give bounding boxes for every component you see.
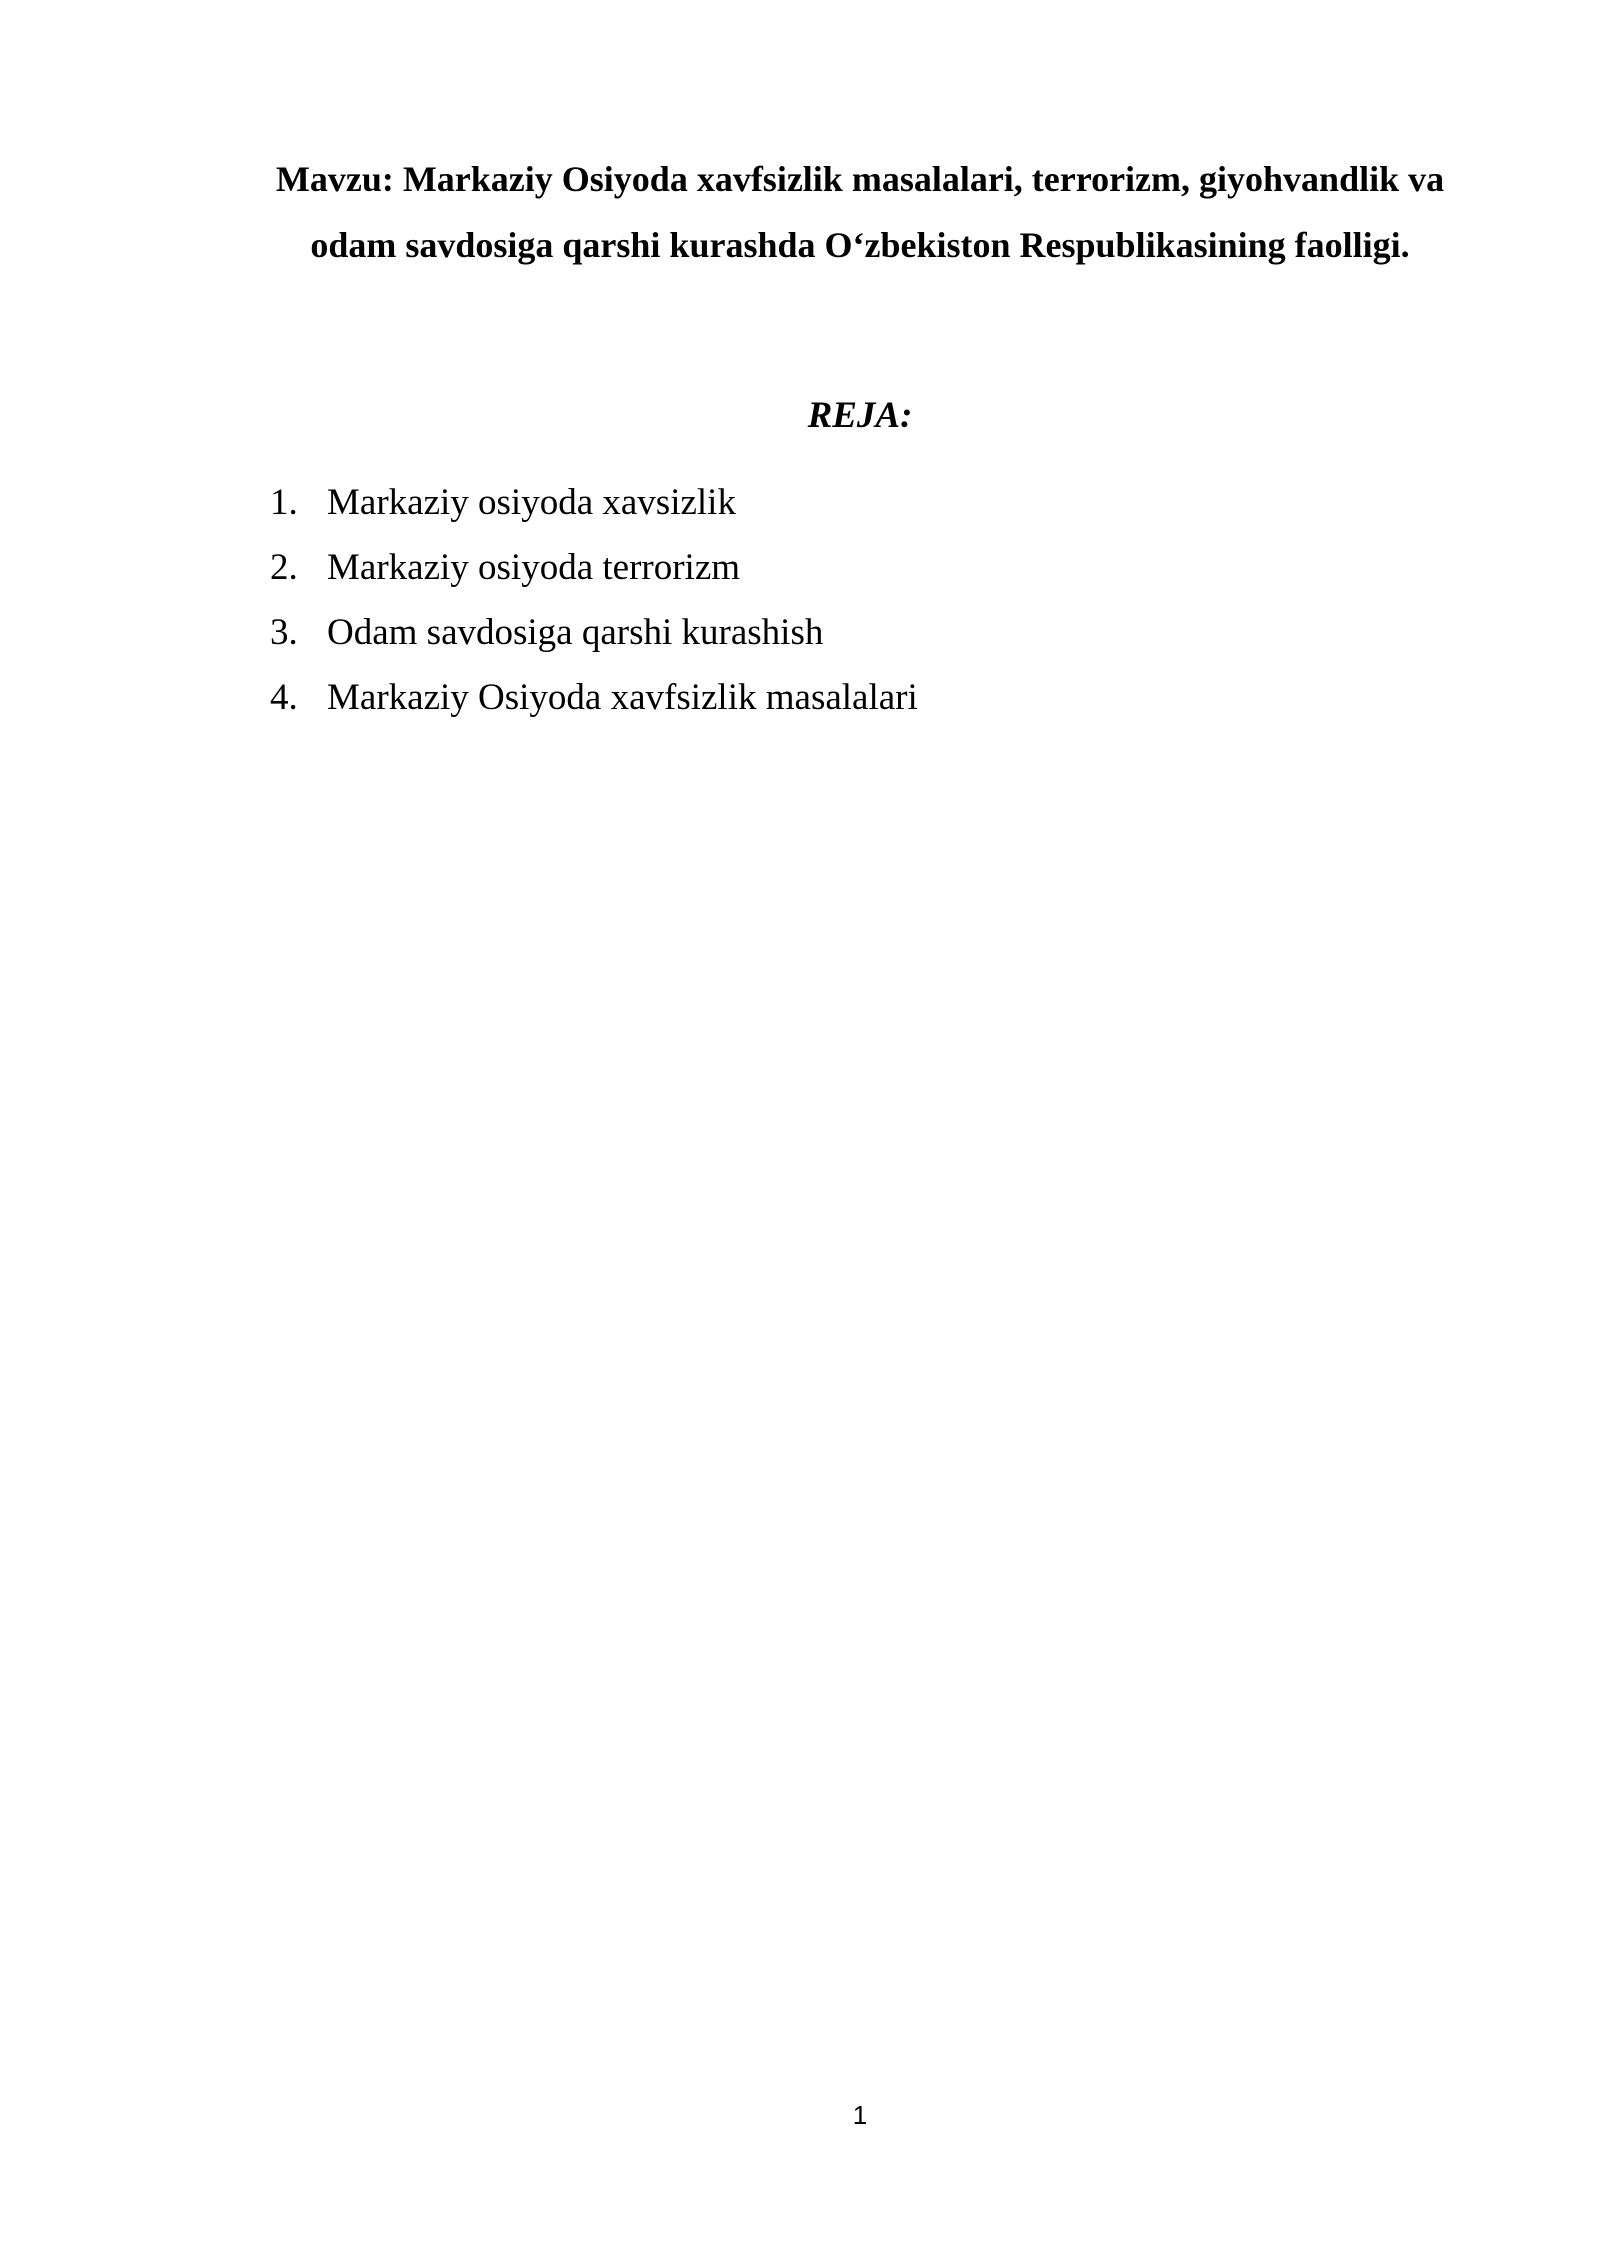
- plan-item-1: [270, 470, 918, 535]
- plan-item-number: 4.: [270, 677, 298, 718]
- plan-item-text: Odam savdosiga qarshi kurashish: [327, 612, 824, 653]
- plan-list: [270, 470, 918, 730]
- plan-item-2: [270, 535, 918, 600]
- page-number: 1: [852, 2100, 868, 2130]
- plan-heading: REJA:: [807, 395, 913, 436]
- plan-item-number: 2.: [270, 547, 298, 588]
- plan-item-number: 3.: [270, 612, 298, 653]
- plan-item-4: [270, 665, 918, 730]
- document-title: [240, 146, 1480, 278]
- plan-item-3: [270, 600, 918, 665]
- plan-item-number: 1.: [270, 482, 298, 523]
- plan-item-text: Markaziy osiyoda xavsizlik: [327, 482, 736, 523]
- title-line-2: odam savdosiga qarshi kurashda O‘zbekiston Respublikasining faolligi.: [310, 225, 1410, 265]
- title-line-1: Mavzu: Markaziy Osiyoda xavfsizlik masalalari, terrorizm, giyohvandlik va: [275, 159, 1445, 199]
- plan-item-text: Markaziy Osiyoda xavfsizlik masalalari: [327, 677, 918, 718]
- plan-item-text: Markaziy osiyoda terrorizm: [327, 547, 741, 588]
